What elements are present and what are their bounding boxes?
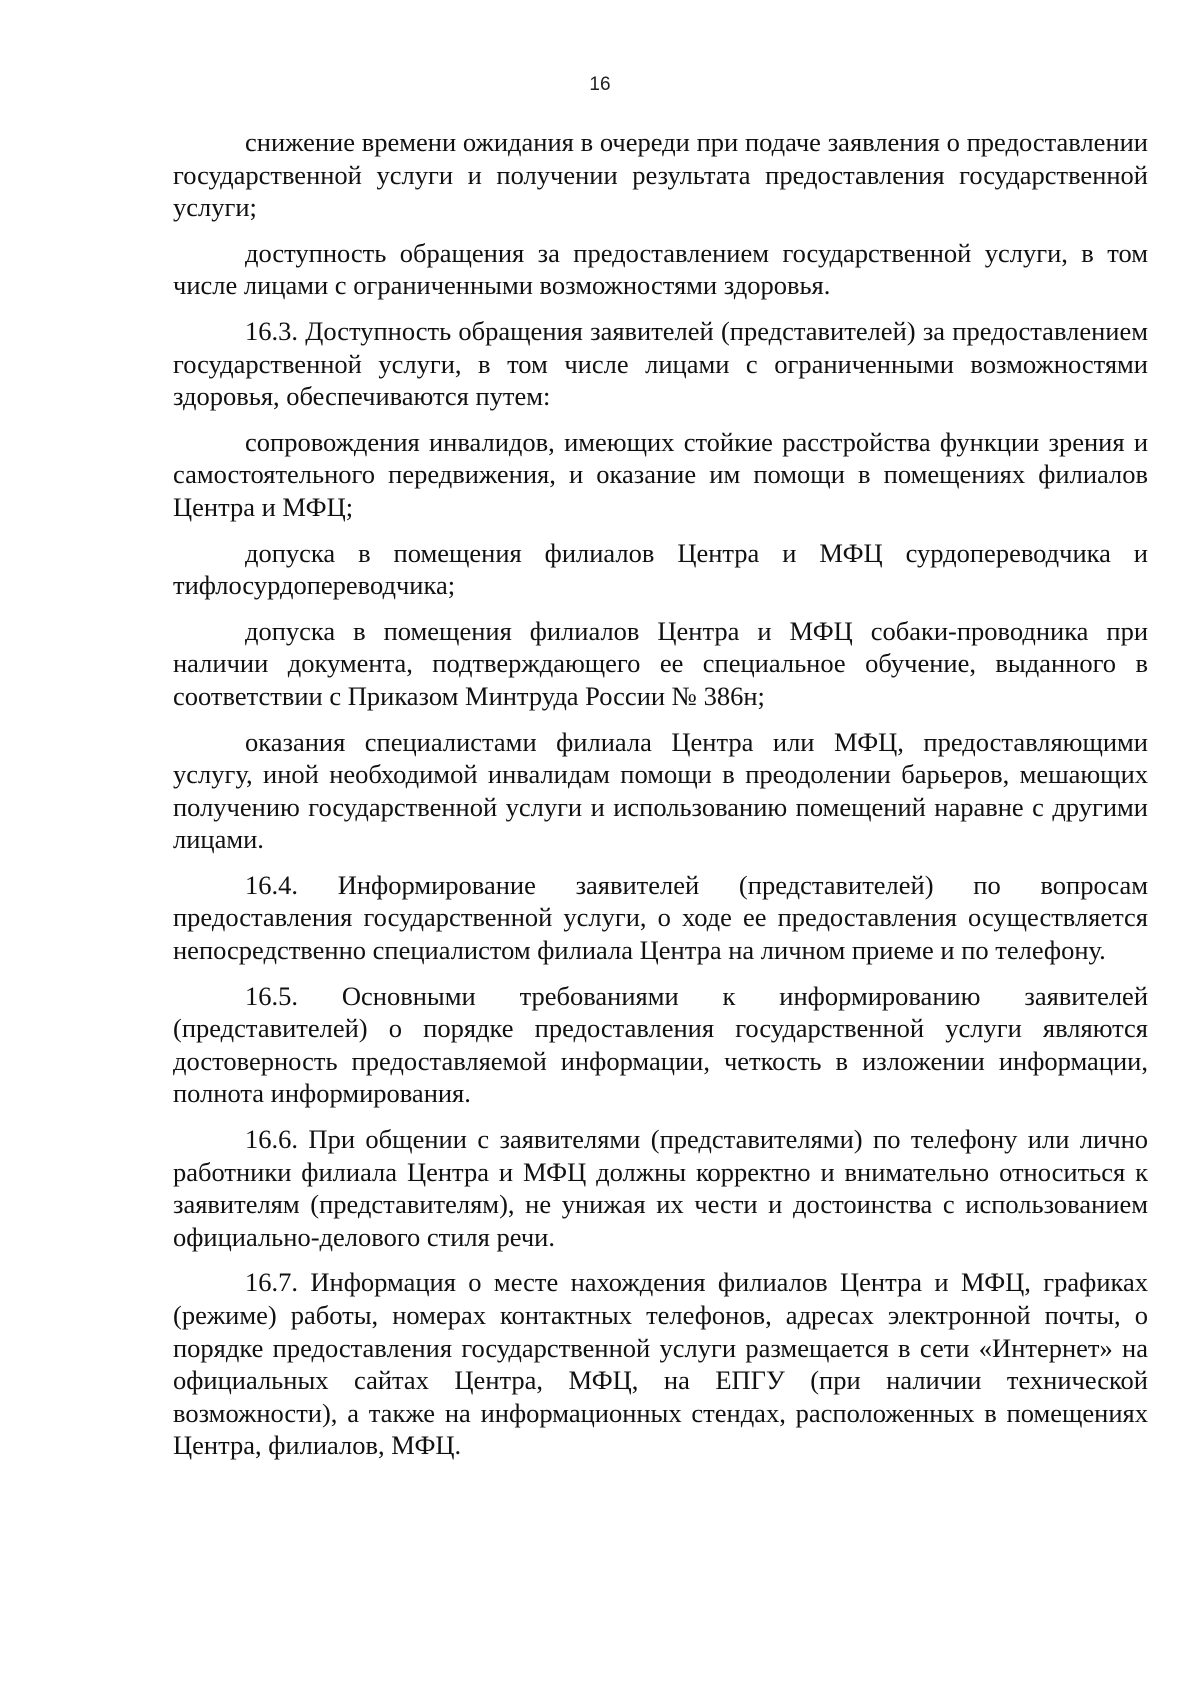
paragraph-16-7: 16.7. Информация о месте нахождения филиалов Центра и МФЦ, графиках (режиме) работы, номерах контактных телефонов, адресах электронной почты, о порядке предоставления государственной услуги размещается в сети «Интернет» на официальных сайтах Центра, МФЦ, на ЕПГУ (при наличии технической возможности), а также на информационных стендах, расположенных в помещениях Центра, филиалов, МФЦ. [173,1267,1148,1461]
paragraph-16-3: 16.3. Доступность обращения заявителей (представителей) за предоставлением государственной услуги, в том числе лицами с ограниченными возможностями здоровья, обеспечиваются путем: [173,315,1148,412]
paragraph-waiting-time: снижение времени ожидания в очереди при подаче заявления о предоставлении государственной услуги и получении результата предоставления государственной услуги; [173,127,1148,223]
paragraph-guide-dog: допуска в помещения филиалов Центра и МФЦ собаки-проводника при наличии документа, подтверждающего ее специальное обучение, выданного в соответствии с Приказом Минтруда России № 386н; [173,615,1148,711]
paragraph-accessibility: доступность обращения за предоставлением государственной услуги, в том числе лицами с ограниченными возможностями здоровья. [173,237,1148,301]
paragraph-16-5: 16.5. Основными требованиями к информированию заявителей (представителей) о порядке предоставления государственной услуги являются достоверность предоставляемой информации, четкость в изложении информации, полнота информирования. [173,980,1148,1109]
page-number: 16 [589,74,611,95]
paragraph-specialist-help: оказания специалистами филиала Центра или МФЦ, предоставляющими услугу, иной необходимой инвалидам помощи в преодолении барьеров, мешающих получению государственной услуги и использованию помещений наравне с другими лицами. [173,726,1148,855]
document-body [173,126,1148,1475]
paragraph-sign-interpreter: допуска в помещения филиалов Центра и МФЦ сурдопереводчика и тифлосурдопереводчика; [173,537,1148,601]
paragraph-16-6: 16.6. При общении с заявителями (представителями) по телефону или лично работники филиала Центра и МФЦ должны корректно и внимательно относиться к заявителям (представителям), не унижая их чести и достоинства с использованием официально-делового стиля речи. [173,1124,1148,1252]
paragraph-escort-disabled: сопровождения инвалидов, имеющих стойкие расстройства функции зрения и самостоятельного передвижения, и оказание им помощи в помещениях филиалов Центра и МФЦ; [173,426,1148,522]
paragraph-16-4: 16.4. Информирование заявителей (представителей) по вопросам предоставления государственной услуги, о ходе ее предоставления осуществляется непосредственно специалистом филиала Центра на личном приеме и по телефону. [173,869,1148,966]
